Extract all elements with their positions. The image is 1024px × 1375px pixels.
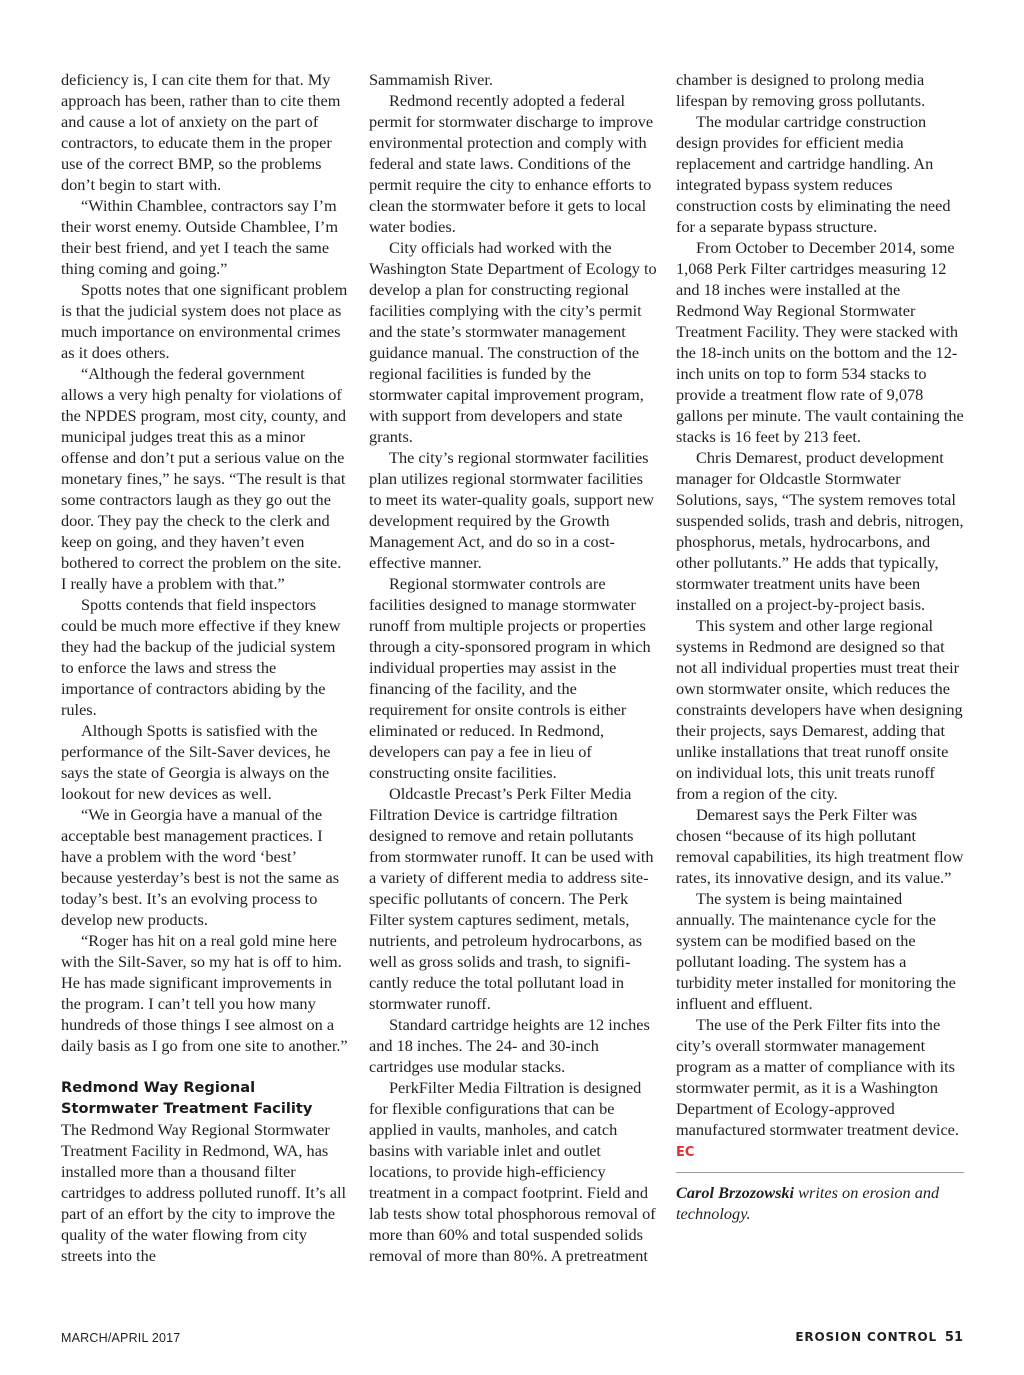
footer-date: MARCH/APRIL 2017 (61, 1331, 181, 1345)
divider (676, 1172, 964, 1173)
paragraph: Spotts notes that one significant problem is that the judicial system does not place as much importance on environmental crimes as it does others. (61, 280, 348, 362)
paragraph: Sammamish River. (369, 70, 493, 89)
paragraph: The Redmond Way Regional Stormwater Treatment Facility in Redmond, WA, has installed more than a thousand filter cartridges to address polluted runoff. It’s all part of an effort by the city to improve the quality of the water flowing from city streets into the (61, 1120, 347, 1265)
paragraph: Demarest says the Perk Filter was chosen “because of its high pollutant removal capabilities, its high treatment flow rates, its innovative design, and its value.” (676, 805, 964, 887)
paragraph: Redmond recently adopted a federal permit for stormwater discharge to improve environmental protection and comply with federal and state laws. Conditions of the permit require the city to enhance efforts to clean the stormwater before it gets to local water bodies. (369, 91, 654, 236)
article-column-3 (676, 69, 964, 1224)
paragraph: City officials had worked with the Washington State Department of Ecology to develop a plan for constructing regional facilities complying with the city’s permit and the state’s stormwater management guidance manual. The construction of the regional facilities is funded by the stormwater capital improvement program, with support from developers and state grants. (369, 238, 657, 446)
article-column-1 (61, 69, 349, 1266)
paragraph-text: The use of the Perk Filter fits into the city’s overall stormwater management program as a matter of compliance with its stormwater permit, as it is a Washington Department of Ecology-approved manufactured stormwater treatment device. (676, 1015, 959, 1139)
section-heading: Redmond Way Regional Stormwater Treatment Facility (61, 1079, 313, 1117)
paragraph: Although Spotts is satisfied with the performance of the Silt-Saver devices, he says the state of Georgia is always on the lookout for new devices as well. (61, 721, 331, 803)
paragraph: Chris Demarest, product development manager for Oldcastle Stormwater Solutions, says, “The system removes total suspended solids, trash and debris, nitrogen, phosphorus, metals, hydrocarbons, and other pollutants.” He adds that typically, stormwater treatment units have been installed on a project-by-project basis. (676, 448, 964, 614)
paragraph: “Roger has hit on a real gold mine here with the Silt-Saver, so my hat is off to him. He has made significant improvements in the program. I can’t tell you how many hundreds of those things I see almost on a daily basis as I go from one site to another.” (61, 931, 348, 1055)
article-column-2 (369, 69, 657, 1266)
paragraph: “Within Chamblee, contractors say I’m their worst enemy. Outside Chamblee, I’m their best friend, and yet I teach the same thing coming and going.” (61, 196, 339, 278)
paragraph: This system and other large regional systems in Redmond are designed so that not all individual properties must treat their own stormwater onsite, which reduces the constraints developers have when designing their projects, says Demarest, adding that unlike installations that treat runoff onsite on individual lots, this unit treats runoff from a region of the city. (676, 616, 963, 803)
footer-folio (795, 1330, 963, 1345)
paragraph-last (676, 1014, 964, 1163)
magazine-name: EROSION CONTROL (795, 1330, 937, 1344)
paragraph: The system is being maintained annually. The maintenance cycle for the system can be modified based on the pollutant loading. The system has a turbidity meter installed for monitoring the influent and effluent. (676, 889, 956, 1013)
author-bio (676, 1182, 964, 1224)
paragraph: “We in Georgia have a manual of the acceptable best management practices. I have a problem with the word ‘best’ because yesterday’s best is not the same as today’s best. It’s an evolving process to develop new products. (61, 805, 340, 929)
end-mark: EC (676, 1145, 695, 1160)
paragraph: Spotts contends that field inspectors could be much more effective if they knew they had the backup of the judicial system to enforce the laws and stress the importance of contractors abiding by the rules. (61, 595, 341, 719)
paragraph: The city’s regional stormwater facilities plan utilizes regional stormwater facilities to meet its water-quality goals, support new development required by the Growth Management Act, and do so in a cost-effective manner. (369, 448, 654, 572)
paragraph: “Although the federal government allows a very high penalty for violations of the NPDES program, most city, county, and municipal judges treat this as a minor offense and don’t put a serious value on the monetary fines,” he says. “The result is that some contractors laugh as they go out the door. They pay the check to the clerk and keep on going, and they haven’t even bothered to correct the problem on the site. I really have a problem with that.” (61, 364, 347, 593)
paragraph: deficiency is, I can cite them for that. My approach has been, rather than to cite them and cause a lot of anxiety on the part of contractors, to educate them in the proper use of the correct BMP, so the problems don’t begin to start with. (61, 70, 341, 194)
page-number: 51 (944, 1330, 963, 1345)
paragraph: Oldcastle Precast’s Perk Filter Media Filtration Device is cartridge filtration designed to remove and retain pollutants from stormwater runoff. It can be used with a variety of different media to address site-specific pollutants of concern. The Perk Filter system captures sediment, metals, nutrients, and petroleum hydrocarbons, as well as gross solids and trash, to significantly reduce the total pollutant load in stormwater runoff. (369, 784, 654, 1013)
author-description: writes on erosion and technology. (676, 1183, 940, 1223)
paragraph: PerkFilter Media Filtration is designed for flexible configurations that can be applied in vaults, manholes, and catch basins with variable inlet and outlet locations, to provide high-efficiency treatment in a compact footprint. Field and lab tests show total phosphorous removal of more than 60% and total suspended solids removal of more than 80%. A pretreatment (369, 1078, 656, 1265)
paragraph: From October to December 2014, some 1,068 Perk Filter cartridges measuring 12 and 18 inches were installed at the Redmond Way Regional Stormwater Treatment Facility. They were stacked with the 18-inch units on the bottom and the 12-inch units on top to form 534 stacks to provide a treatment flow rate of 9,078 gallons per minute. The vault containing the stacks is 16 feet by 213 feet. (676, 238, 964, 446)
paragraph: Regional stormwater controls are facilities designed to manage stormwater runoff from multiple projects or properties through a city-sponsored program in which individual properties may assist in the financing of the facility, and the requirement for onsite controls is either eliminated or reduced. In Redmond, developers can pay a fee in lieu of constructing onsite facilities. (369, 574, 651, 782)
paragraph: The modular cartridge construction design provides for efficient media replacement and cartridge handling. An integrated bypass system reduces construction costs by eliminating the need for a separate bypass structure. (676, 112, 951, 236)
paragraph: Standard cartridge heights are 12 inches and 18 inches. The 24- and 30-inch cartridges use modular stacks. (369, 1015, 650, 1076)
author-name: Carol Brzozowski (676, 1183, 795, 1202)
paragraph: chamber is designed to prolong media lifespan by removing gross pollutants. (676, 70, 926, 110)
